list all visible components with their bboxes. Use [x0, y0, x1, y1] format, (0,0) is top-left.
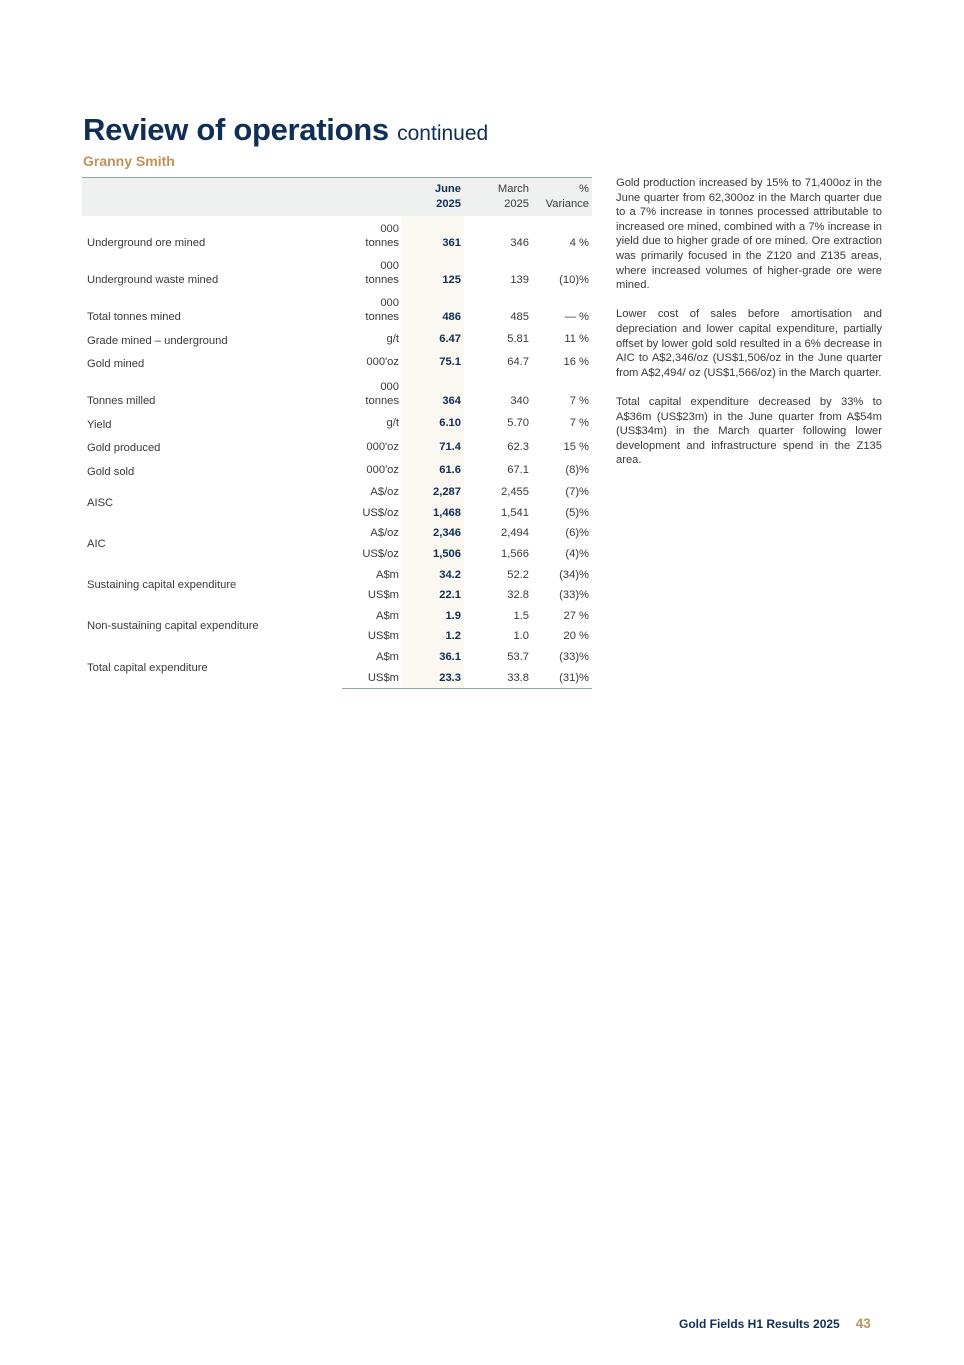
page-title-suffix: continued	[397, 122, 489, 145]
section-subtitle: Granny Smith	[83, 153, 175, 169]
unit-text: g/t	[386, 416, 399, 429]
row-unit: A$m	[375, 651, 399, 664]
group-label: Sustaining capital expenditure	[87, 578, 237, 591]
june-value: 1.2	[402, 626, 464, 647]
commentary-paragraph: Total capital expenditure decreased by 33% to A$36m (US$23m) in the June quarter from A$54m (US$34m) in the March quarter following lower development and infrastructure spend in the Z135 area.	[616, 395, 882, 467]
variance-value: 15 %	[563, 440, 589, 453]
variance-value: 7 %	[569, 416, 589, 429]
group-label: Total capital expenditure	[87, 661, 208, 674]
unit-text: g/t	[386, 332, 399, 345]
row-label: Grade mined – underground	[87, 334, 228, 347]
june-value: 361	[402, 216, 464, 253]
june-value: 2,346	[402, 523, 464, 544]
commentary-column	[616, 176, 882, 482]
table-row	[82, 216, 592, 253]
variance-value: (5)%	[565, 506, 589, 519]
june-value: 36.1	[402, 647, 464, 668]
header-june-line2: 2025	[436, 198, 461, 210]
row-unit	[342, 411, 402, 435]
variance-value: 27 %	[563, 609, 589, 622]
header-june-line1: June	[434, 183, 461, 195]
march-value: 139	[510, 274, 529, 286]
june-value: 1.9	[402, 606, 464, 627]
page-title	[83, 112, 488, 148]
row-label: Underground ore mined	[87, 237, 206, 249]
table-row	[82, 351, 592, 375]
unit-text: 000	[380, 260, 399, 272]
header-march-2025	[464, 178, 532, 217]
march-value: 340	[510, 395, 529, 408]
commentary-paragraph: Lower cost of sales before amortisation and depreciation and lower capital expenditure, partially offset by lower gold sold resulted in a 6% decrease in AIC to A$2,346/oz (US$1,506/oz in the June quarter from A$2,494/ oz (US$1,566/oz) in the March quarter.	[616, 308, 882, 379]
variance-value: (8)%	[565, 464, 589, 477]
june-value: 2,287	[402, 482, 464, 503]
unit-text: tonnes	[365, 311, 399, 323]
march-value: 1,541	[501, 506, 529, 519]
variance-value: (10)%	[559, 274, 589, 286]
march-value: 5.81	[507, 332, 529, 345]
march-value: 33.8	[464, 667, 532, 688]
row-label: Underground waste mined	[87, 274, 219, 286]
commentary-paragraph: Gold production increased by 15% to 71,400oz in the June quarter from 62,300oz in the March quarter due to a 7% increase in tonnes processed attributable to increased ore mined, combined with a 7% increase in yield due to higher grade of ore mined. Ore extraction was primarily focused in the Z120 and Z135 areas, where increased volumes of higher-grade ore were mined.	[616, 177, 882, 292]
june-value: 23.3	[402, 667, 464, 688]
row-unit	[342, 458, 402, 482]
group-label: AIC	[87, 537, 106, 550]
variance-value: — %	[564, 311, 589, 323]
header-variance	[532, 178, 592, 217]
june-value: 71.4	[402, 435, 464, 459]
row-label: Tonnes milled	[87, 395, 156, 408]
group-label: AISC	[87, 496, 114, 509]
june-value: 6.10	[402, 411, 464, 435]
march-value: 1.5	[513, 609, 529, 622]
unit-text: 000'oz	[366, 464, 399, 477]
row-unit	[342, 253, 402, 290]
march-value: 346	[510, 237, 529, 249]
unit-text: 000	[380, 297, 399, 309]
unit-text: 000'oz	[366, 356, 399, 369]
row-label: Gold sold	[87, 465, 135, 478]
table-row	[82, 523, 592, 544]
table-row	[82, 435, 592, 459]
header-march-line2: 2025	[504, 198, 529, 210]
table-row	[82, 411, 592, 435]
march-value: 53.7	[507, 651, 529, 664]
footer-publication: Gold Fields H1 Results 2025	[679, 1317, 840, 1331]
unit-text: 000'oz	[366, 440, 399, 453]
june-value: 34.2	[402, 564, 464, 585]
march-value: 64.7	[507, 356, 529, 369]
table-row	[82, 564, 592, 585]
march-value: 52.2	[507, 568, 529, 581]
header-variance-line1: %	[579, 183, 589, 195]
variance-value: (34)%	[559, 568, 589, 581]
row-unit	[342, 216, 402, 253]
row-unit: A$m	[375, 568, 399, 581]
group-label: Non-sustaining capital expenditure	[87, 620, 259, 633]
unit-text: 000	[380, 223, 399, 235]
table-row	[82, 327, 592, 351]
variance-value: 20 %	[563, 630, 589, 643]
march-value: 2,494	[501, 527, 529, 540]
table-header-row	[82, 178, 592, 217]
variance-value: 4 %	[569, 237, 589, 249]
june-value: 75.1	[402, 351, 464, 375]
unit-text: tonnes	[365, 274, 399, 286]
june-value: 6.47	[402, 327, 464, 351]
row-unit: A$/oz	[370, 486, 399, 499]
table-body	[82, 216, 592, 688]
march-value: 32.8	[507, 589, 529, 602]
row-unit	[342, 290, 402, 327]
row-unit: A$m	[375, 609, 399, 622]
variance-value: (33)%	[559, 589, 589, 602]
header-june-2025	[402, 178, 464, 217]
unit-text: tonnes	[365, 395, 399, 408]
row-unit: US$m	[367, 630, 399, 643]
variance-value: (33)%	[559, 651, 589, 664]
june-value: 364	[402, 374, 464, 411]
row-label: Yield	[87, 418, 112, 431]
variance-value: (4)%	[565, 548, 589, 561]
header-variance-line2: Variance	[545, 198, 589, 210]
header-march-line1: March	[497, 183, 529, 195]
row-unit: US$/oz	[362, 506, 399, 519]
row-unit	[342, 435, 402, 459]
row-label: Gold mined	[87, 358, 145, 371]
table-row	[82, 253, 592, 290]
page-number: 43	[855, 1316, 871, 1331]
june-value: 486	[402, 290, 464, 327]
june-value: 1,468	[402, 503, 464, 524]
table-row	[82, 647, 592, 668]
table-row	[82, 290, 592, 327]
june-value: 125	[402, 253, 464, 290]
row-unit: A$/oz	[370, 527, 399, 540]
variance-value: (7)%	[565, 486, 589, 499]
variance-value: 16 %	[563, 356, 589, 369]
page-footer	[679, 1316, 871, 1331]
unit-text: 000	[380, 381, 399, 394]
june-value: 1,506	[402, 544, 464, 565]
row-unit: US$m	[367, 589, 399, 602]
table-row	[82, 458, 592, 482]
variance-value: (31)%	[532, 667, 592, 688]
header-label-blank	[82, 178, 342, 217]
march-value: 1,566	[501, 548, 529, 561]
march-value: 485	[510, 311, 529, 323]
row-unit: US$/oz	[362, 548, 399, 561]
row-unit: US$m	[342, 667, 402, 688]
unit-text: tonnes	[365, 237, 399, 249]
row-label: Total tonnes mined	[87, 311, 181, 323]
variance-value: 11 %	[564, 332, 589, 345]
march-value: 67.1	[507, 464, 529, 477]
operations-table-container	[82, 177, 592, 689]
march-value: 5.70	[507, 416, 529, 429]
march-value: 2,455	[501, 486, 529, 499]
row-unit	[342, 351, 402, 375]
march-value: 62.3	[507, 440, 529, 453]
row-unit	[342, 374, 402, 411]
table-row	[82, 374, 592, 411]
page-title-main: Review of operations	[83, 112, 389, 147]
table-row	[82, 482, 592, 503]
operations-table	[82, 177, 592, 689]
row-unit	[342, 327, 402, 351]
variance-value: (6)%	[565, 527, 589, 540]
table-row	[82, 606, 592, 627]
header-unit-blank	[342, 178, 402, 217]
march-value: 1.0	[513, 630, 529, 643]
june-value: 61.6	[402, 458, 464, 482]
june-value: 22.1	[402, 585, 464, 606]
variance-value: 7 %	[569, 395, 589, 408]
row-label: Gold produced	[87, 442, 161, 455]
